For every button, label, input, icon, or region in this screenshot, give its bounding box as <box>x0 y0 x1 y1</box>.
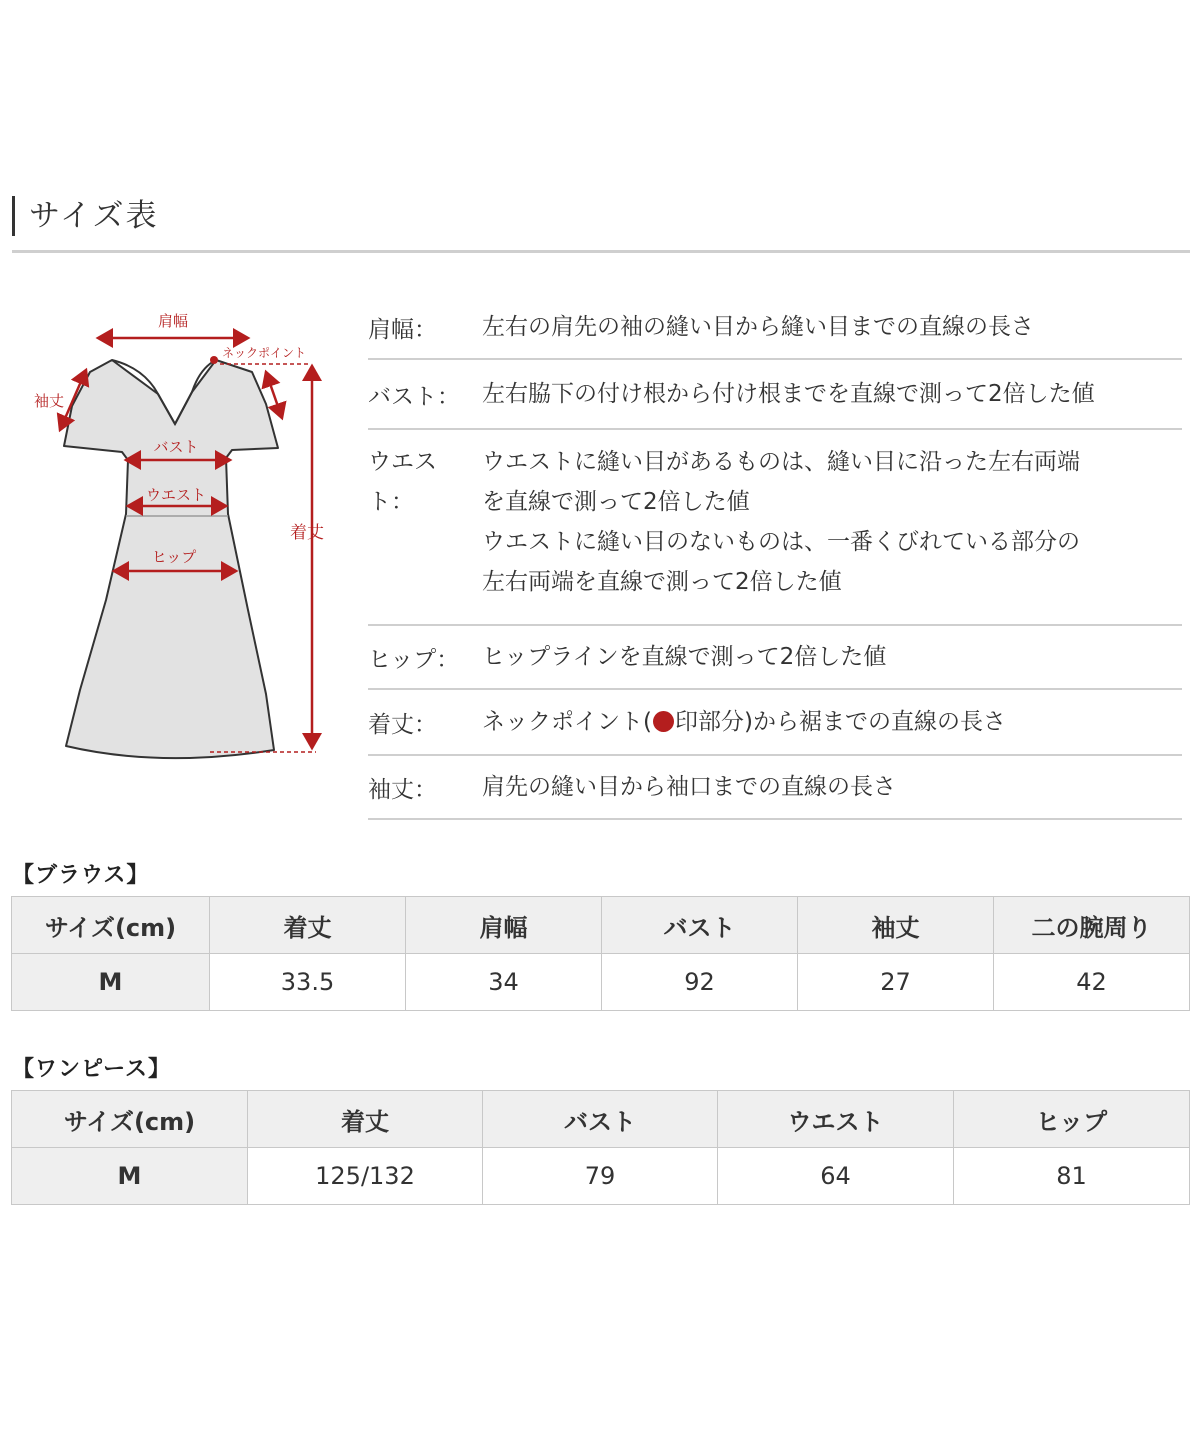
table-header-row <box>12 897 1190 954</box>
bust-label: バスト <box>153 438 199 456</box>
page-header <box>12 196 1190 236</box>
table-header-row <box>12 1091 1190 1148</box>
table-cell: 79 <box>483 1148 718 1205</box>
table-header-cell: ヒップ <box>954 1091 1190 1148</box>
table-header-cell: 着丈 <box>210 897 406 954</box>
definition-text-part: ネックポイント( <box>482 709 652 735</box>
table-header-cell: 着丈 <box>248 1091 483 1148</box>
definition-term: ウエスト： <box>368 449 437 515</box>
table-header-cell: 二の腕周り <box>994 897 1190 954</box>
table-cell: 42 <box>994 954 1190 1011</box>
definition-sleeve <box>368 756 1182 820</box>
definition-text: ヒップラインを直線で測って2倍した値 <box>482 644 887 670</box>
table-cell: 81 <box>954 1148 1190 1205</box>
page-title: サイズ表 <box>12 196 1190 236</box>
table-cell: 33.5 <box>210 954 406 1011</box>
table-cell: M <box>12 1148 248 1205</box>
hip-label: ヒップ <box>151 548 197 566</box>
waist-label: ウエスト <box>145 486 207 504</box>
title-divider <box>12 250 1190 253</box>
table-cell: M <box>12 954 210 1011</box>
sleeve-label: 袖丈 <box>34 392 65 410</box>
definition-term: 袖丈： <box>368 776 437 803</box>
definition-term: 着丈： <box>368 711 437 738</box>
table-header-cell: サイズ(cm) <box>12 1091 248 1148</box>
table-row <box>12 954 1190 1011</box>
definition-hip <box>368 626 1182 690</box>
neck-point-label: ネックポイント <box>222 346 307 360</box>
definition-bust <box>368 360 1182 430</box>
definition-line: ウエストに縫い目があるものは、縫い目に沿った左右両端 <box>482 449 1080 475</box>
neck-point-dot <box>210 356 218 364</box>
table-cell: 27 <box>798 954 994 1011</box>
length-label: 着丈 <box>290 523 324 543</box>
table-cell: 92 <box>602 954 798 1011</box>
table-header-cell: ウエスト <box>718 1091 954 1148</box>
definition-text-part: 印部分)から裾までの直線の長さ <box>674 709 1006 735</box>
definition-text: 肩先の縫い目から袖口までの直線の長さ <box>482 774 896 800</box>
definition-term: ヒップ： <box>368 646 460 673</box>
shoulder-label: 肩幅 <box>157 312 189 330</box>
table-cell: 64 <box>718 1148 954 1205</box>
definition-term: 肩幅： <box>368 316 437 343</box>
table-header-cell: バスト <box>483 1091 718 1148</box>
definition-text <box>482 702 1006 742</box>
measurement-definitions <box>368 296 1182 820</box>
blouse-section-label: 【ブラウス】 <box>12 863 150 888</box>
onepiece-section-label: 【ワンピース】 <box>12 1057 172 1082</box>
red-dot-icon <box>653 711 674 732</box>
definition-length <box>368 690 1182 756</box>
definition-line: 左右両端を直線で測って2倍した値 <box>482 569 842 595</box>
table-header-cell: 肩幅 <box>406 897 602 954</box>
table-cell: 34 <box>406 954 602 1011</box>
blouse-size-table <box>11 896 1190 1011</box>
table-header-cell: 袖丈 <box>798 897 994 954</box>
definition-line: を直線で測って2倍した値 <box>482 489 750 515</box>
table-row <box>12 1148 1190 1205</box>
table-cell: 125/132 <box>248 1148 483 1205</box>
definition-shoulder <box>368 296 1182 360</box>
definition-text: 左右脇下の付け根から付け根までを直線で測って2倍した値 <box>482 381 1095 407</box>
definition-line: ウエストに縫い目のないものは、一番くびれている部分の <box>482 529 1080 555</box>
dress-measurement-diagram <box>20 300 350 770</box>
definition-term: バスト： <box>368 383 460 410</box>
definition-text-block <box>482 442 1080 602</box>
definition-text: 左右の肩先の袖の縫い目から縫い目までの直線の長さ <box>482 314 1034 340</box>
table-header-cell: サイズ(cm) <box>12 897 210 954</box>
onepiece-size-table <box>11 1090 1190 1205</box>
definition-waist <box>368 430 1182 626</box>
table-header-cell: バスト <box>602 897 798 954</box>
